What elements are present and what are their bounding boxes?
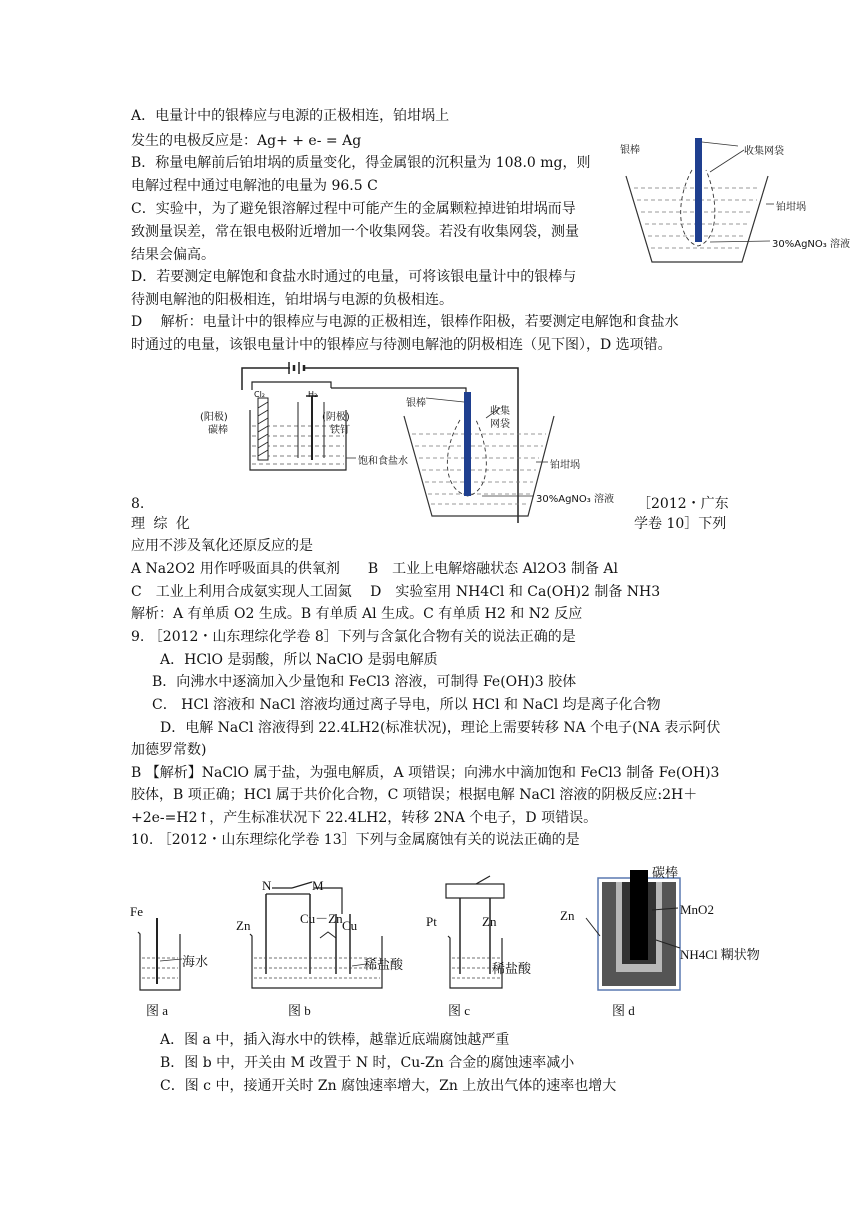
fig2-net-bag-label-2: 网袋 [490,419,510,430]
q8-number: 8. [131,496,145,512]
q9-answer-line3: +2e-=H2↑，产生标准状况下 22.4LH2，转移 2NA 个电子，D 项错误。 [131,810,598,826]
q8-options-line2: C 工业上利用合成氨实现人工固氮 D 实验室用 NH4Cl 和 Ca(OH)2 制备 NH3 [131,584,661,600]
fig-a-caption: 图 a [146,1003,169,1018]
q7-option-b-line1: B．称量电解前后铂坩埚的质量变化，得金属银的沉积量为 108.0 mg，则 [131,155,591,171]
fig2-brine-label: 饱和食盐水 [358,456,408,467]
q7-option-c-line3: 结果会偏高。 [131,247,215,263]
q9-stem: 9. ［2012・山东理综化学卷 8］下列与含氯化合物有关的说法正确的是 [131,629,576,645]
q7-option-d-line1: D．若要测定电解饱和食盐水时通过的电量，可将该银电量计中的银棒与 [131,269,577,285]
fig-c-caption: 图 c [448,1003,471,1018]
fig1-crucible-label: 铂坩埚 [776,202,806,213]
fig-c-zn-label: Zn [482,914,497,929]
q9-option-a: A．HClO 是弱酸，所以 NaClO 是弱电解质 [160,652,438,668]
q9-option-c: C． HCl 溶液和 NaCl 溶液均通过离子导电，所以 HCl 和 NaCl 均是离子化合物 [152,697,661,713]
q10-option-a: A．图 a 中，插入海水中的铁棒，越靠近底端腐蚀越严重 [160,1032,510,1048]
q7-option-a-line1: A．电量计中的银棒应与电源的正极相连，铂坩埚上 [131,108,450,124]
q10-option-b: B．图 b 中，开关由 M 改置于 N 时，Cu-Zn 合金的腐蚀速率减小 [160,1055,575,1071]
q8-source-part3: 学卷 10］下列 [634,516,727,532]
q8-stem: 应用不涉及氧化还原反应的是 [131,538,313,554]
fig2-carbon-rod-label: 碳棒 [208,425,228,436]
fig-c-pt-label: Pt [426,914,437,929]
fig-d-caption: 图 d [612,1003,635,1018]
q9-answer-line2: 胶体，B 项正确；HCl 属于共价化合物，C 项错误；根据电解 NaCl 溶液的阴极反应:2H＋ [131,787,698,803]
q7-option-c-line2: 致测量误差，常在银电极附近增加一个收集网袋。若没有收集网袋，测量 [131,224,579,240]
fig2-iron-nail-label: 铁钉 [330,425,350,436]
figure-d [556,856,796,1020]
fig-b-cu-label: Cu [342,918,358,933]
figure-c [420,874,550,1018]
fig2-cl2-label: Cl₂ [254,390,266,399]
figure-c-diagram [420,874,550,1018]
figure-b-diagram [232,874,412,1018]
fig-b-n-label: N [262,878,272,893]
coulometer-diagram [620,128,855,278]
fig-d-carbon-rod-label: 碳棒 [652,865,679,880]
q7-option-d-line2: 待测电解池的阳极相连，铂坩埚与电源的负极相连。 [131,292,453,308]
q7-option-a-line2: 发生的电极反应是：Ag+ + e- = Ag [131,133,362,149]
fig2-anode-label: (阳极) [200,412,228,423]
fig-d-zn-label: Zn [560,908,575,923]
q7-answer-line2: 时通过的电量，该银电量计中的银棒应与待测电解池的阴极相连（见下图），D 选项错。 [131,337,672,353]
fig-c-acid-label: 稀盐酸 [492,961,532,976]
fig-b-caption: 图 b [288,1003,311,1018]
fig-b-alloy-label: Cu－Zn [300,911,343,926]
q9-option-b: B．向沸水中逐滴加入少量饱和 FeCl3 溶液，可制得 Fe(OH)3 胶体 [152,674,577,690]
fig-a-seawater-label: 海水 [182,954,209,969]
q7-option-c-line1: C．实验中，为了避免银溶解过程中可能产生的金属颗粒掉进铂坩埚而导 [131,201,576,217]
q10-stem: 10. ［2012・山东理综化学卷 13］下列与金属腐蚀有关的说法正确的是 [131,832,580,848]
silver-coulometer-figure [620,128,855,278]
fig2-crucible-label: 铂坩埚 [550,460,580,471]
fig-b-zn-label: Zn [236,918,251,933]
q9-answer-line1: B 【解析】NaClO 属于盐，为强电解质，A 项错误；向沸水中滴加饱和 FeCl3 制备 Fe(OH)3 [131,765,720,781]
q8-options-line1: A Na2O2 用作呼吸面具的供氧剂 B 工业上电解熔融状态 Al2O3 制备 Al [131,561,619,577]
fig-d-mno2-label: MnO2 [680,902,714,917]
fig-b-m-label: M [312,878,324,893]
q9-option-d-line2: 加德罗常数) [131,742,207,758]
fig2-h2-label: H₂ [308,390,318,399]
q10-option-c: C．图 c 中，接通开关时 Zn 腐蚀速率增大，Zn 上放出气体的速率也增大 [160,1078,617,1094]
fig1-solution-label: 30%AgNO₃ 溶液 [772,239,850,250]
q9-option-d-line1: D．电解 NaCl 溶液得到 22.4LH2(标准状况)，理论上需要转移 NA 个电子(NA 表示阿伏 [160,720,721,736]
q7-answer-line1: D 解析：电量计中的银棒应与电源的正极相连，银棒作阳极，若要测定电解饱和食盐水 [131,314,679,330]
q8-source-part1: ［2012・广东 [637,496,729,512]
figure-a [126,898,236,1018]
q7-option-b-line2: 电解过程中通过电解池的电量为 96.5 C [131,178,378,194]
fig-d-nh4cl-label: NH4Cl 糊状物 [680,947,760,962]
fig2-cathode-label: (阴极) [322,412,350,423]
q8-source-part2: 理 综 化 [131,516,190,532]
fig-b-acid-label: 稀盐酸 [364,957,404,972]
q8-answer: 解析：A 有单质 O2 生成。B 有单质 Al 生成。C 有单质 H2 和 N2 反应 [131,606,583,622]
fig2-net-bag-label-1: 收集 [490,406,510,417]
fig1-net-bag-label: 收集网袋 [744,146,784,157]
figure-b [232,874,412,1018]
fig1-silver-rod-label: 银棒 [620,145,640,156]
fig2-silver-rod-label: 银棒 [406,398,426,409]
fig-a-fe-label: Fe [130,904,143,919]
fig2-solution-label: 30%AgNO₃ 溶液 [536,494,614,505]
electrolysis-coulometer-figure [196,358,626,523]
